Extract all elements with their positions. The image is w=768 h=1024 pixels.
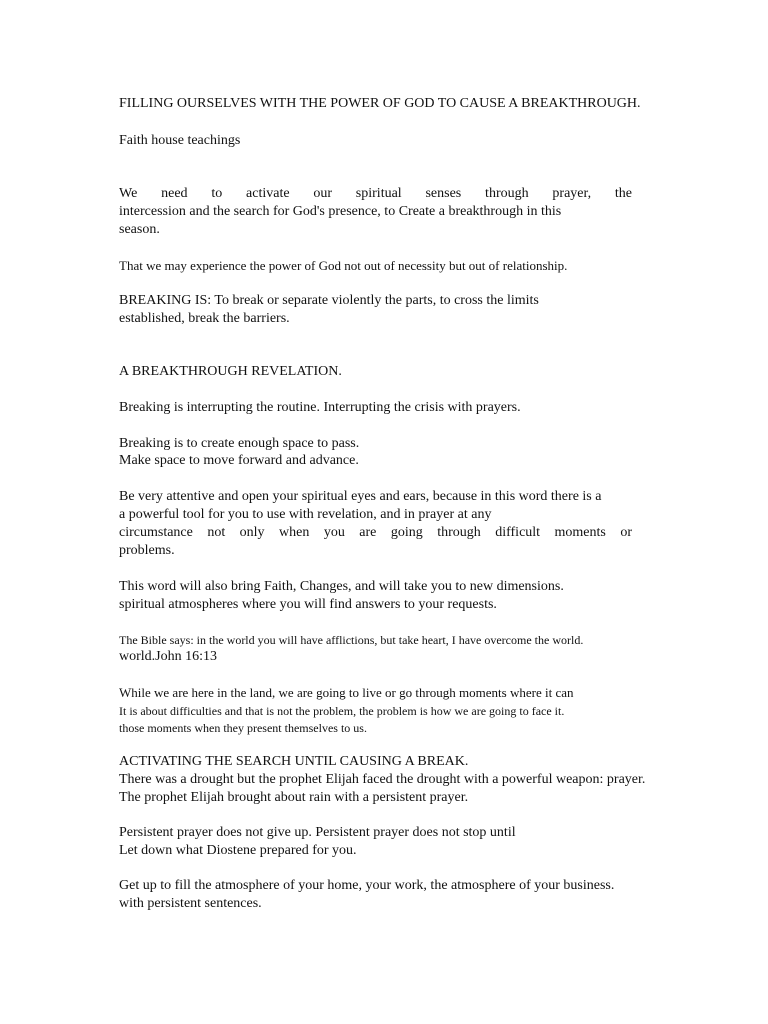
paragraph-line: intercession and the search for God's presence, to Create a breakthrough in this (119, 204, 562, 219)
section-heading: A BREAKTHROUGH REVELATION. (119, 364, 342, 379)
paragraph-line: Make space to move forward and advance. (119, 453, 359, 468)
paragraph-line: with persistent sentences. (119, 896, 262, 911)
paragraph-line: circumstance not only when you are going through difficult moments or (119, 525, 632, 540)
paragraph-line: Let down what Diostene prepared for you. (119, 843, 357, 858)
paragraph-line: Be very attentive and open your spiritual eyes and ears, because in this word there is a (119, 489, 602, 504)
paragraph-line: Persistent prayer does not give up. Persistent prayer does not stop until (119, 825, 516, 840)
section-heading: ACTIVATING THE SEARCH UNTIL CAUSING A BREAK. (119, 754, 469, 769)
document-subtitle: Faith house teachings (119, 133, 241, 148)
paragraph-line: The Bible says: in the world you will have afflictions, but take heart, I have overcome the world. (119, 633, 584, 647)
paragraph-line: While we are here in the land, we are going to live or go through moments where it can (119, 685, 574, 700)
paragraph-line: The prophet Elijah brought about rain with a persistent prayer. (119, 790, 469, 805)
paragraph-line: It is about difficulties and that is not the problem, the problem is how we are going to face it. (119, 704, 565, 718)
scripture-reference: world.John 16:13 (119, 649, 217, 664)
paragraph-line: We need to activate our spiritual senses through prayer, the (119, 186, 632, 201)
paragraph-line: spiritual atmospheres where you will find answers to your requests. (119, 597, 497, 612)
paragraph-line: problems. (119, 543, 175, 558)
paragraph-line: a powerful tool for you to use with revelation, and in prayer at any (119, 507, 492, 522)
paragraph-line: Breaking is interrupting the routine. Interrupting the crisis with prayers. (119, 400, 521, 415)
paragraph-line: season. (119, 222, 160, 237)
paragraph-line: Breaking is to create enough space to pass. (119, 436, 360, 451)
paragraph-line: those moments when they present themselves to us. (119, 721, 367, 735)
paragraph-line: This word will also bring Faith, Changes, and will take you to new dimensions. (119, 579, 564, 594)
paragraph-line: BREAKING IS: To break or separate violently the parts, to cross the limits (119, 293, 539, 308)
paragraph-line: There was a drought but the prophet Elijah faced the drought with a powerful weapon: prayer. (119, 772, 646, 787)
paragraph-line: established, break the barriers. (119, 311, 290, 326)
paragraph-line: That we may experience the power of God not out of necessity but out of relationship. (119, 258, 568, 273)
paragraph-line: Get up to fill the atmosphere of your home, your work, the atmosphere of your business. (119, 878, 615, 893)
document-title: FILLING OURSELVES WITH THE POWER OF GOD TO CAUSE A BREAKTHROUGH. (119, 96, 641, 111)
